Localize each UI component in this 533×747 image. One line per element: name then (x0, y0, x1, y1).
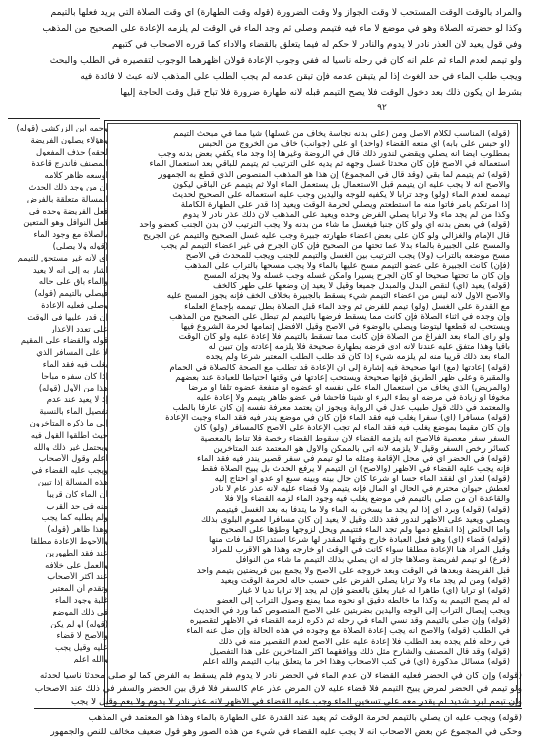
main-text-line: كسائر رخص السفر وقيل لا يلزمه لأنه أتى بالممكن والأول هو المعتمد عند المتأخرين (213, 444, 510, 454)
top-commentary-line: وكذا لو حضرته الصلاة وهو في موضع لا ماء فيه فتيمم وصلى ثم وجد الماء في الوقت لم يلزمه الإعادة على الصحيح من المذهب (42, 24, 522, 34)
page-number: ٩٢ (377, 103, 387, 113)
main-text-line: له لم يصح التيمم به وكذا ما خالطه دقيق أو نحوه مما يمنع وصول التراب إلى العضو (216, 596, 510, 606)
main-text-line: (قوله) (قوله) وبرد أي إذا لم يجد ما يسخن به الماء ولا ما يتدفأ به بعد الغسل فيتيمم (215, 505, 510, 515)
side-commentary-line: أشار به إلى أنه لا يعيد (32, 265, 108, 274)
main-text-line: مسح موضعه بالتراب (ولا) يجب الترتيب بين الغسل والتيمم للجنب ويجب للمحدث في الأصح (185, 251, 510, 261)
side-commentary-line: يغلب فيه فقد الماء (42, 360, 108, 369)
main-text-line: (قوله) في بعض بدنه أي ولو كان جنبا فيغسل ما شاء من بدنه ولا يجب الترتيب لأن بدن الجنب كعضو واحد (139, 221, 510, 230)
side-commentary-line: ويجب عليه القضاء في (31, 466, 108, 475)
side-commentary-line: أن من وجد ذلك الحدث (28, 183, 108, 192)
main-text-line: مخوفا أو زيادة في مرضه أو بطء البرء أو شينا فاحشا في عضو ظاهر يتيمم ولا إعادة عليه (196, 393, 510, 403)
bottom-commentary-line: ولو تيمم في الحضر لمرض يبيح التيمم فلا قضاء عليه لأن المرض عذر عام كالسفر فلا فرق بين الحضر والسفر في ذلك عند الأصحاب (34, 685, 522, 694)
main-text-line: (فرع) لو تيمم لفريضة وصلاها جاز له أن يصلي بذلك التيمم ما شاء من النوافل (235, 556, 510, 565)
side-commentary-line: والعمل على خلافه (45, 560, 108, 569)
side-commentary-line: غلبة وجود الماء (55, 596, 108, 605)
side-commentary-line: أوسعه ظاهر كلامه (44, 171, 108, 180)
side-commentary-line: والماء باق على حاله (38, 277, 108, 286)
bottom-commentary-line: (قوله) ويجب عليه أن يصلي بالتيمم لحرمة الوقت ثم يعيد عند القدرة على الطهارة بالماء وهذا هو المعتمد في المذهب (88, 714, 522, 723)
side-commentary-line: أن الماء كان قريبا (46, 489, 108, 499)
side-commentary-line: أي لأنه غير مستحق للتيمم (17, 253, 108, 263)
side-commentary-line: لحقه) حذف المفعول (36, 147, 108, 156)
main-text-line: (قوله) وإن صلى بالتيمم وقد نسي الماء في رحله ثم ذكره لزمه القضاء في الأظهر لتقصيره (189, 617, 510, 626)
side-commentary-line: إذا كان سفره مباحا (41, 371, 108, 381)
side-commentary-line: وحمه ابن الزركشي (قوله) (16, 124, 108, 133)
main-text-line: قال الإمام والغزالي ولو كان على بعض أعضاء طهارته جبيرة وجب عليه غسل الصحيح والتيمم عن الجريح (143, 231, 510, 241)
main-text-line: وإن كان ما تحتها صحيحا أو كان الجرح يسيرا وأمكن غسله وجب غسله ولا يجزئه المسح (203, 272, 510, 281)
side-commentary-line: (قوله) أو لم يكن (50, 619, 108, 628)
main-text-line: والأصح الأول لأنه ليس من أعضاء التيمم شيء يسقط بالجبيرة بخلاف الخف فإنه يجوز المسح عليه (166, 292, 510, 301)
main-text-line: (قوله) ومن لم يجد ماء ولا ترابا يصلي الفرض على حسب حاله لحرمة الوقت ويعيد (220, 576, 510, 586)
side-commentary-line: إذ لا يعيد عند عدم (46, 395, 108, 404)
side-commentary-line: فعل النوافل وهو المتعين (23, 218, 108, 227)
side-commentary-line: وتقدم أن المعتبر (50, 584, 108, 593)
bottom-separator (34, 708, 522, 709)
side-commentary-line: ولم يطلبه كما يجب (41, 513, 108, 522)
top-commentary-line: ويجب طلب الماء في حد الغوث إذا لم يتيقن عدمه فإن تيقن عدمه لم يجب الطلب على المذهب لأنه عبث لا فائدة فيه (80, 72, 522, 82)
main-text-line: باقيا وهذا متفق عليه عندنا لأنه أدى فرضه بطهارة صحيحة فلا يلزمه إعادته وإن تبين له (208, 343, 510, 352)
side-commentary-line: ويحتمل غير ذلك والله (33, 442, 108, 451)
main-text-line: (قوله) مسافرا (أي) سفرا يغلب فيه فقد الماء فإن كان في موضع يندر فيه فقد الماء وجبت الإعادة (165, 414, 510, 423)
side-commentary-line: هذا من الأول (قوله) (38, 383, 108, 392)
main-text-line: (قوله) أو ترابا (أي) طاهرا له غبار يعلق بالعضو فإن لم يجد إلا ترابا نديا لا غبار (238, 586, 510, 596)
main-text-line: وإن كان مقيما بموضع يغلب فيه فقد الماء لم تجب الإعادة على الأصح كالمسافر (ولو) كان (193, 424, 510, 433)
main-text-line: في رحله فلم يجده بعد الطلب فلا إعادة عليه على الأصح لعدم التقصير منه في ذلك (218, 637, 510, 647)
main-text-line: في الطلب (قوله) والأصح أنه يجب إعادة الصلاة مع وجوده في هذه الحالة وإن ضل عنه الماء (186, 627, 510, 636)
side-commentary-line: (قوله ولا يصلي) (52, 242, 108, 251)
main-text-line: ويصلي ويعيد على الأظهر لندور فقد ذلك وقيل لا يعيد إن كان مسافرا لعموم البلوى بذلك (200, 515, 510, 525)
side-commentary-line: إن قدر عليها في الوقت (27, 312, 108, 322)
main-text-line: (قوله) مسائل مذكورة (أي) في كتب الأصحاب وهذا آخر ما يتعلق بباب التيمم والله أعلم (202, 657, 510, 667)
main-text-line: لعطش حيوان محترم في الحال أو المآل فإنه يتيمم ولا قضاء عليه لأنه عذر عام لا نادر (210, 485, 510, 494)
side-commentary-line: قوله والقضاء على المقيم (20, 336, 108, 345)
main-text-line: فإنه يجب عليه القضاء في الأظهر (والأصح) أن التيمم لا يرفع الحدث بل يبيح الصلاة فقط (201, 464, 510, 474)
main-text-line: ولو رأى الماء بعد الفراغ من الصلاة فإن كانت مما تسقط بالتيمم فلا إعادة عليه ولو كان الوقت (178, 333, 510, 342)
main-text-line: ويستحب له قطعها ليتوضأ ويصلي بالوضوء في الأصح وقيل الأفضل إتمامها لحرمة الشروع فيها (180, 322, 510, 332)
main-text-line: (قوله) ثم يتيمم لما بقي (وقد قال في المجموع) إن هذا هو المذهب المنصوص الذي قطع به الجمهور (158, 170, 510, 180)
side-commentary-line: فيصلي بالتيمم (قوله) (34, 289, 108, 298)
side-commentary-line: عند أكثر الأصحاب (47, 572, 108, 581)
side-commentary-line: منه في حد القرب (46, 501, 108, 510)
side-commentary-line: في ذلك الموضع (52, 607, 108, 617)
side-commentary-line: حيث أطلقوا القول فيه (30, 430, 108, 440)
main-text-line: وإن وجده في أثناء الصلاة فإن كانت مما يسقط فرضها بالتيمم لم تبطل على الصحيح من المذهب (169, 312, 510, 322)
side-commentary-line: وهذا ظاهر (قوله) (47, 525, 108, 534)
main-text-line: والمقبرة وعلى ظهر الطريق فإنها صحيحة ويستحب إعادتها في وقتها احتياطا للعبادة عند بعضهم (175, 373, 510, 383)
side-commentary-line: تفصيل الماء بالنسبة (39, 407, 108, 416)
main-text-line: تيممه لعدم الماء (ولو) وجد ترابا لا يكفيه للوجه واليدين وجب عليه استعماله على الصحيح لحديث (172, 190, 510, 200)
main-text-line: مع القدرة على الغسل (ولو) تيمم للفرض ثم وجد الماء قبل الصلاة بطل تيممه بإجماع العلماء (184, 302, 510, 312)
side-commentary-line: والأصح لا قضاء (56, 631, 108, 640)
bottom-commentary-line: وحكى في المجموع عن بعض الأصحاب أنه لا يجب عليه القضاء في شيء من هذه الصور وهو قول ضعيف مخالف للنص والجمهور (50, 728, 522, 737)
side-commentary-line: أعلم وقول الأصحاب (38, 454, 108, 463)
main-text-line: وكذا من لم يجد ماء ولا ترابا يصلي الفرض وحده ويعيد على المذهب لأن ذلك عذر نادر لا يدوم (182, 211, 510, 220)
side-commentary-line: لا على المسافر الذي (36, 348, 108, 357)
side-commentary-line: بالصلاة مع وجود الماء (33, 230, 108, 239)
side-commentary-line: المسألة متعلقة بالفرض (26, 194, 108, 204)
top-commentary-line: ولو تيمم لعدم الماء ثم علم أنه كان في رحله ناسيا له ففي وجوب الإعادة قولان أظهرهما الوجوب لتقصيره في الطلب والبحث (49, 56, 522, 66)
top-commentary-line: والمراد بالوقت الوقت المستحب لا وقت الجواز ولا وقت الضرورة (قوله وقت الطهارة) أي وقت الصلاة التي يريد فعلها بالتيمم (50, 8, 522, 18)
main-text-line: إذا أمرتكم بأمر فأتوا منه ما استطعتم ويصلي لحرمة الوقت ويعيد إذا قدر على الطهارة الكاملة (180, 201, 510, 210)
main-text-line: بمطلوب أيضا أنه يصلي ويقضي لندور ذلك قال في الروضة وغيرها إذا وجد ماء يكفي بعض بدنه وجب (157, 150, 510, 159)
side-commentary-line: المصنف فاندرج قاعدة (31, 159, 108, 168)
main-text-line: استعماله في الأصح فإن كان محدثا غسل وجهه ثم يديه على الترتيب ثم يتيمم للباقي بعد استعمال الماء (149, 160, 510, 169)
side-commentary-line: وهؤلاء يصلون الفريضة (30, 135, 108, 145)
main-text-line: والمسح على الجبيرة بالماء بدلا عما تحتها من الصحيح فإن كان الجرح في غير أعضاء التيمم لم يجب (160, 241, 510, 251)
main-text-line: السفر سفر معصية فالأصح أنه يلزمه القضاء لأن سقوط القضاء رخصة فلا تناط بالمعصية (200, 434, 510, 444)
main-text-line: (والمريض) الذي يخاف من استعمال الماء على نفسه أو عضوه أو منفعة عضوه تلفا أو مرضا (188, 383, 510, 393)
main-text-line: (قوله) في الحضر أي في محل الإقامة ومثله ما لو تيمم في سفر قصير يندر فيه فقد الماء (197, 454, 510, 464)
main-text-line: (قوله) إعادتها (مع) أنها صحيحة فيه إشارة إلى أن الإعادة قد تطلب مع الصحة كالصلاة في الحمام (169, 363, 510, 373)
main-text-line: والمعتمد في ذلك قول طبيب عدل في الرواية ويجوز أن يعتمد معرفة نفسه إن كان عارفا بالطب (172, 404, 510, 413)
side-commentary-line: على تعدد الأعذار (50, 324, 108, 333)
side-commentary-line: إلى ما ذكره المتأخرون (29, 419, 108, 428)
main-text-line: (قوله) يعيد (أي) لنقص البدل والمبدل جميعا وقيل لا يعيد إن وضعها على طهر كالخف (213, 282, 510, 291)
main-text-line: وقيل المراد هنا الإعادة مطلقا سواء كانت في الوقت أو خارجه وهذا هو الأقرب للمراد (211, 546, 510, 555)
main-text-line: والقاعدة أن من صلى بالتيمم في موضع يغلب فيه وجود الماء لزمه القضاء وإلا فلا (224, 495, 510, 504)
main-text-line: (قوله) المناسب لكلام الأصل ومن (على بدنه نجاسة يخاف من غسلها) شيأ مما في مبحث التيمم (173, 130, 510, 139)
main-text-line: والأصح أنه لا يجب عليه أن يتيمم قبل الاستعمال بل يستعمل الماء أولا ثم يتيمم عن الباقي ليكون (172, 180, 510, 190)
main-text-line: (قوله) لعذر أي لفقد الماء حسا أو شرعا كأن حال بينه وبينه سبع أو عدو أو احتاج إليه (214, 475, 510, 484)
main-text-line: (أو حبس على بابه) أي منعه القضاء (وأحد) أو على (جوانب) خاف من الخروج من الحبس (198, 140, 510, 149)
main-text-line: (قوله) وقد قال المصنف والشارح مثل ذلك ووافقهما أكثر المتأخرين على هذا التفصيل (209, 647, 510, 657)
side-commentary-line: عليه وقيل يجب (55, 643, 108, 652)
side-commentary-line: والأحوط الإعادة مطلقا (30, 537, 108, 546)
top-commentary-line: وفي قول يعيد لأن العذر نادر لا يدوم والنادر لا حكم له فيما يتعلق بالقضاء والأداء كما قرره الأصحاب في كتبهم (112, 40, 522, 50)
side-commentary-line: عند فقد الطهورين (45, 548, 108, 558)
side-commentary-line: والله أعلم (73, 655, 108, 664)
side-commentary-line: فعل الفريضة وحده في (28, 206, 108, 215)
bottom-commentary-line: (قوله) وإن كان في الحضر فعليه القضاء لأن عدم الماء في الحضر نادر لا يدوم فلم يسقط به الفرض كما لو صلى محدثا ناسيا لحدثه (39, 672, 522, 681)
main-text-line: ويجب إيصال التراب إلى الوجه واليدين بضربتين على الأصح المنصوص كما ورد في الحديث (193, 607, 510, 616)
side-commentary-line: هذه المسألة إذا تبين (37, 478, 108, 487)
top-commentary-line: بشرط أن يكون ذلك بعد دخول الوقت فلا يصح التيمم قبله لأنه طهارة ضرورة فلا تباح قبل وقت الحاجة إليها (120, 88, 522, 98)
main-text-line: (فإن) كانت الجبيرة على عضو التيمم مسح عليها بالماء ولا يجب مسحها بالتراب على المذهب (184, 262, 510, 271)
side-commentary-line: وصلى فعليه الإعادة (41, 301, 108, 310)
side-commentary-separator (8, 118, 100, 119)
main-text-line: الماء بعد ذلك قريبا منه لم يلزمه شيء إذا كان قد طلب الطلب المعتبر شرعا ولم يجده (205, 353, 510, 362)
main-text-line: (قوله) قضاء (أي) وهو فعل العبادة خارج وقتها المقدر لها شرعا استدراكا لما فات منها (208, 536, 510, 545)
main-text-line: قبل الفريضة وبعدها في الوقت وبعد خروجه على الأصح ولا يجمع بين فريضتين بتيمم واحد (196, 566, 510, 576)
main-text-line: وأما الحائض إذا انقطع دمها ولم تجد الماء فتتيمم ويحل لزوجها وطؤها على الصحيح (220, 525, 510, 535)
bottom-commentary-line: وإن تيمم لبرد شديد لم يقدر معه على تسخين الماء وجب عليه القضاء في الأظهر لأنه عذر نادر لا يدوم ولا يعم وقيل لا يجب (71, 698, 522, 707)
